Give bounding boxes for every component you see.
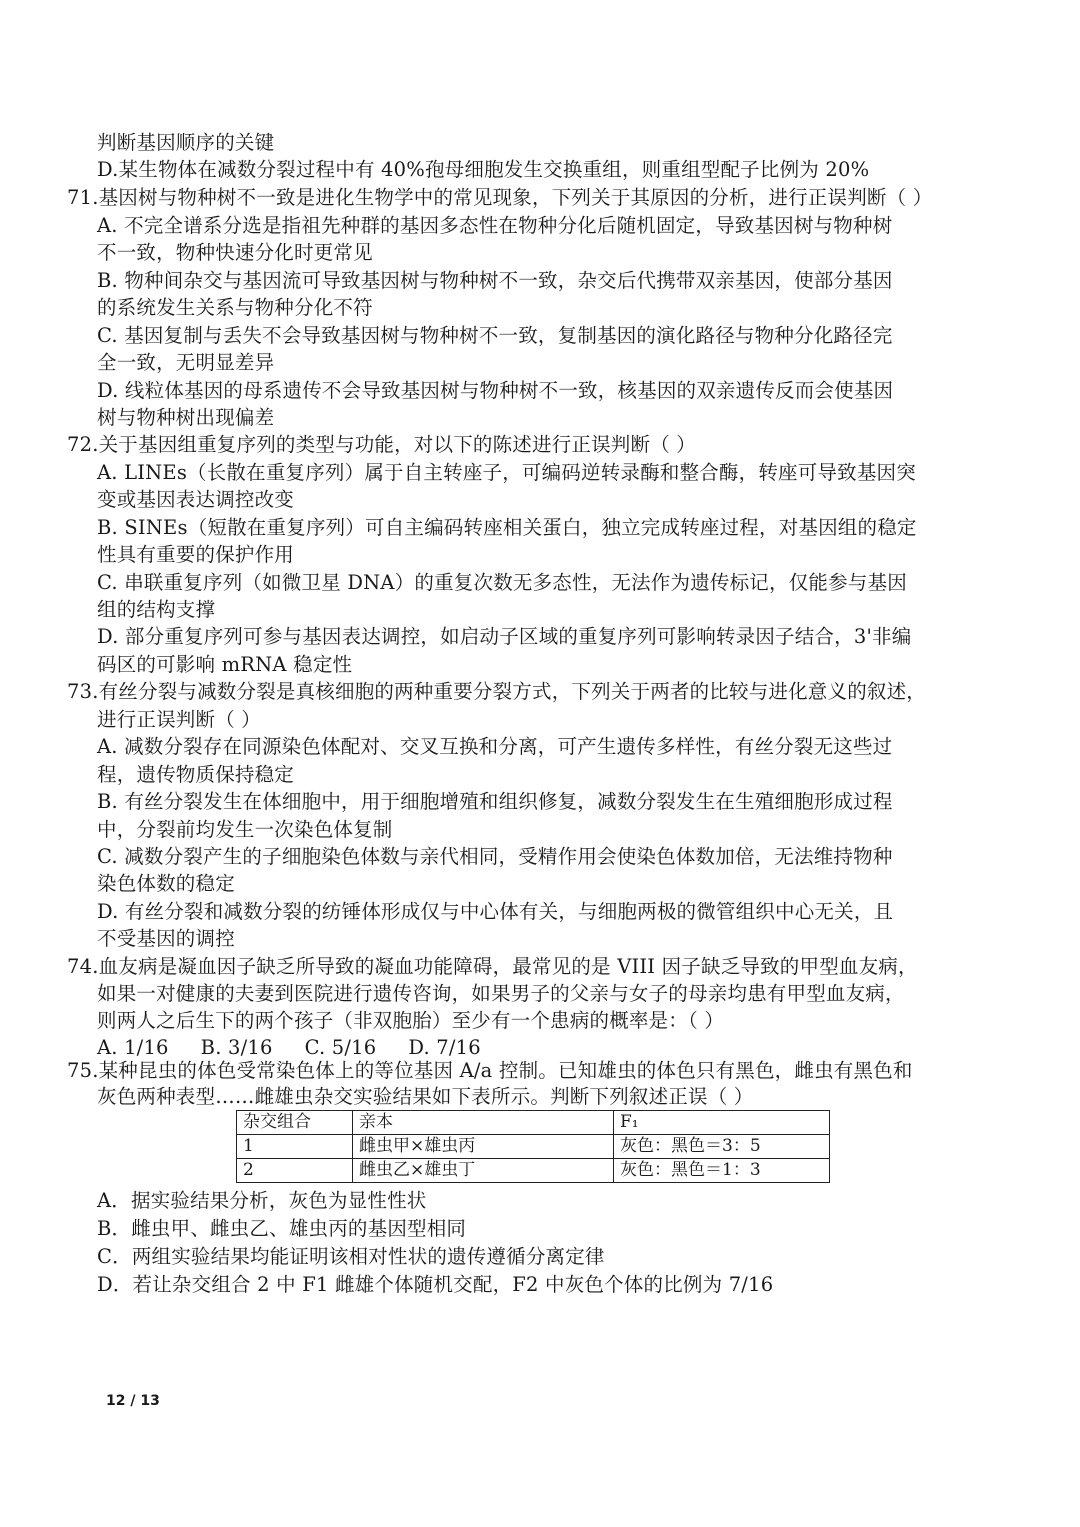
text-line: 码区的可影响 mRNA 稳定性 xyxy=(97,653,353,676)
question-71-stem: 71.基因树与物种树不一致是进化生物学中的常见现象，下列关于其原因的分析，进行正误判断（ ） xyxy=(67,186,933,209)
text-line: A. LINEs（长散在重复序列）属于自主转座子，可编码逆转录酶和整合酶，转座可导致基因突 xyxy=(97,461,916,484)
text-line: B. 有丝分裂发生在体细胞中，用于细胞增殖和组织修复，减数分裂发生在生殖细胞形成过程 xyxy=(97,790,893,813)
table-row xyxy=(237,1135,830,1159)
table-header: F₁ xyxy=(614,1111,830,1135)
question-73-stem: 73.有丝分裂与减数分裂是真核细胞的两种重要分裂方式，下列关于两者的比较与进化意义的叙述， xyxy=(67,680,927,703)
text-line: D. 部分重复序列可参与基因表达调控，如启动子区域的重复序列可影响转录因子结合，3'非编 xyxy=(97,625,912,648)
table-cell: 1 xyxy=(237,1135,353,1159)
text-line: D. 线粒体基因的母系遗传不会导致基因树与物种树不一致，核基因的双亲遗传反而会使基因 xyxy=(97,379,894,402)
text-line: 不一致，物种快速分化时更常见 xyxy=(97,241,373,264)
question-74-stem: 74.血友病是凝血因子缺乏所导致的凝血功能障碍，最常见的是 VIII 因子缺乏导致的甲型血友病， xyxy=(67,955,918,978)
table-cell: 雌虫甲×雄虫丙 xyxy=(353,1135,614,1159)
text-line: B. SINEs（短散在重复序列）可自主编码转座相关蛋白，独立完成转座过程，对基因组的稳定 xyxy=(97,516,917,539)
text-line: 中，分裂前均发生一次染色体复制 xyxy=(97,818,393,841)
text-line: 如果一对健康的夫妻到医院进行遗传咨询，如果男子的父亲与女子的母亲均患有甲型血友病， xyxy=(97,982,905,1005)
text-line: 灰色两种表型……雌雄虫杂交实验结果如下表所示。判断下列叙述正误（ ） xyxy=(97,1085,754,1108)
text-line: A. 减数分裂存在同源染色体配对、交叉互换和分离，可产生遗传多样性，有丝分裂无这些过 xyxy=(97,735,893,758)
text-line: 判断基因顺序的关键 xyxy=(97,131,275,154)
text-line: 程，遗传物质保持稳定 xyxy=(97,763,295,786)
table-header-row xyxy=(237,1111,830,1135)
option-a: A．据实验结果分析，灰色为显性性状 xyxy=(97,1189,427,1212)
text-line: 进行正误判断（ ） xyxy=(97,708,261,731)
text-line: 变或基因表达调控改变 xyxy=(97,488,295,511)
table-cell: 灰色：黑色＝1：3 xyxy=(614,1159,830,1183)
question-75-stem: 75.某种昆虫的体色受常染色体上的等位基因 A/a 控制。已知雄虫的体色只有黑色，雌虫有黑色和 xyxy=(67,1059,913,1082)
option-b: B．雌虫甲、雌虫乙、雄虫丙的基因型相同 xyxy=(97,1217,467,1240)
table-row xyxy=(237,1159,830,1183)
text-line: 性具有重要的保护作用 xyxy=(97,543,295,566)
option-d: D．若让杂交组合 2 中 F1 雌雄个体随机交配，F2 中灰色个体的比例为 7/16 xyxy=(97,1273,774,1296)
table-cell: 灰色：黑色＝3：5 xyxy=(614,1135,830,1159)
table-cell: 2 xyxy=(237,1159,353,1183)
text-line: A. 不完全谱系分选是指祖先种群的基因多态性在物种分化后随机固定，导致基因树与物种树 xyxy=(97,214,893,237)
text-line: B. 物种间杂交与基因流可导致基因树与物种树不一致，杂交后代携带双亲基因，使部分基因 xyxy=(97,269,893,292)
text-line: 染色体数的稳定 xyxy=(97,872,235,895)
table-header: 亲本 xyxy=(353,1111,614,1135)
page-number: 12 / 13 xyxy=(106,1393,160,1409)
text-line: C. 基因复制与丢失不会导致基因树与物种树不一致，复制基因的演化路径与物种分化路径完 xyxy=(97,324,893,347)
question-72-stem: 72.关于基因组重复序列的类型与功能，对以下的陈述进行正误判断（ ） xyxy=(67,433,697,456)
option-c: C．两组实验结果均能证明该相对性状的遗传遵循分离定律 xyxy=(97,1245,605,1268)
text-line: D. 有丝分裂和减数分裂的纺锤体形成仅与中心体有关，与细胞两极的微管组织中心无关，且 xyxy=(97,900,894,923)
text-line: 树与物种树出现偏差 xyxy=(97,406,275,429)
question-74-options: A. 1/16 B. 3/16 C. 5/16 D. 7/16 xyxy=(97,1036,481,1059)
cross-results-table xyxy=(236,1110,830,1183)
text-line: 组的结构支撑 xyxy=(97,598,216,621)
table-cell: 雌虫乙×雄虫丁 xyxy=(353,1159,614,1183)
table-header: 杂交组合 xyxy=(237,1111,353,1135)
text-line: C. 减数分裂产生的子细胞染色体数与亲代相同，受精作用会使染色体数加倍，无法维持物种 xyxy=(97,845,893,868)
text-line: 全一致，无明显差异 xyxy=(97,351,275,374)
text-line: 的系统发生关系与物种分化不符 xyxy=(97,296,373,319)
text-line: 不受基因的调控 xyxy=(97,927,235,950)
text-line: D.某生物体在减数分裂过程中有 40%孢母细胞发生交换重组，则重组型配子比例为 20% xyxy=(97,158,870,181)
text-line: C. 串联重复序列（如微卫星 DNA）的重复次数无多态性，无法作为遗传标记，仅能参与基因 xyxy=(97,571,907,594)
text-line: 则两人之后生下的两个孩子（非双胞胎）至少有一个患病的概率是：（ ） xyxy=(97,1009,725,1032)
